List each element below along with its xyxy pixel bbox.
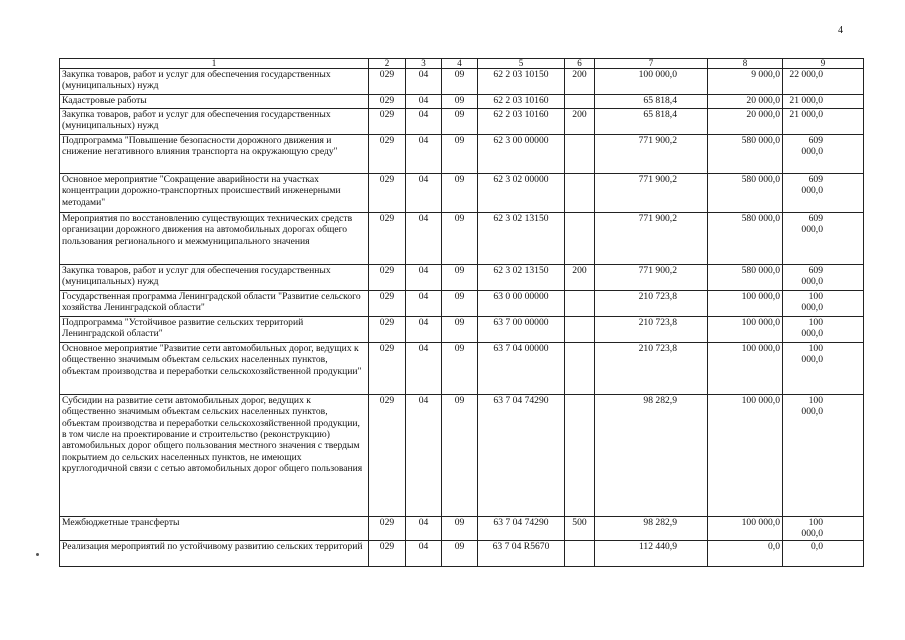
ministry-code: 029: [369, 174, 406, 213]
sum-col-7: 112 440,9: [595, 540, 708, 566]
section-code: 04: [406, 291, 442, 317]
subsection-code: 09: [442, 174, 478, 213]
sum-col-7: 210 723,8: [595, 317, 708, 343]
expense-type: [565, 540, 595, 566]
sum-col-9: 22 000,0: [783, 69, 864, 95]
header-cell: 3: [406, 59, 442, 69]
sum-col-7: 98 282,9: [595, 395, 708, 517]
header-cell: 9: [783, 59, 864, 69]
section-code: 04: [406, 174, 442, 213]
sum-col-7: 210 723,8: [595, 343, 708, 395]
target-article: 63 0 00 00000: [478, 291, 565, 317]
sum-col-8: 580 000,0: [708, 174, 783, 213]
target-article: 62 3 02 00000: [478, 174, 565, 213]
section-code: 04: [406, 213, 442, 265]
subsection-code: 09: [442, 540, 478, 566]
target-article: 62 2 03 10160: [478, 109, 565, 135]
sum-col-8: 20 000,0: [708, 109, 783, 135]
row-name: Основное мероприятие "Развитие сети автомобильных дорог, ведущих к общественно значимым объектам сельских населенных пунктов, объектам производства и переработки сельскохозяйственной продукции": [60, 343, 369, 395]
sum-col-8: 100 000,0: [708, 291, 783, 317]
sum-col-7: 98 282,9: [595, 517, 708, 541]
sum-col-8: 580 000,0: [708, 135, 783, 174]
sum-col-7: 771 900,2: [595, 265, 708, 291]
section-code: 04: [406, 517, 442, 541]
sum-col-7: 65 818,4: [595, 95, 708, 109]
section-code: 04: [406, 540, 442, 566]
header-cell: 4: [442, 59, 478, 69]
subsection-code: 09: [442, 343, 478, 395]
section-code: 04: [406, 69, 442, 95]
sum-col-8: 20 000,0: [708, 95, 783, 109]
subsection-code: 09: [442, 109, 478, 135]
ministry-code: 029: [369, 109, 406, 135]
sum-col-9: 609 000,0: [783, 174, 864, 213]
table-row: [60, 135, 864, 174]
section-code: 04: [406, 317, 442, 343]
sum-col-9: 21 000,0: [783, 109, 864, 135]
target-article: 62 3 00 00000: [478, 135, 565, 174]
row-name: Реализация мероприятий по устойчивому развитию сельских территорий: [60, 540, 369, 566]
ministry-code: 029: [369, 395, 406, 517]
table-row: [60, 517, 864, 541]
subsection-code: 09: [442, 265, 478, 291]
section-code: 04: [406, 135, 442, 174]
ministry-code: 029: [369, 317, 406, 343]
table-row: [60, 343, 864, 395]
subsection-code: 09: [442, 213, 478, 265]
table-row: [60, 109, 864, 135]
table-row: [60, 95, 864, 109]
table-row: [60, 540, 864, 566]
table-row: [60, 265, 864, 291]
ministry-code: 029: [369, 213, 406, 265]
expense-type: 200: [565, 109, 595, 135]
sum-col-8: 580 000,0: [708, 213, 783, 265]
expense-type: [565, 291, 595, 317]
subsection-code: 09: [442, 517, 478, 541]
sum-col-9: 100 000,0: [783, 343, 864, 395]
row-name: Государственная программа Ленинградской области "Развитие сельского хозяйства Ленинградской области": [60, 291, 369, 317]
sum-col-9: 100 000,0: [783, 291, 864, 317]
ministry-code: 029: [369, 95, 406, 109]
table-row: [60, 291, 864, 317]
header-cell: 1: [60, 59, 369, 69]
sum-col-8: 100 000,0: [708, 317, 783, 343]
row-name: Подпрограмма "Устойчивое развитие сельских территорий Ленинградской области": [60, 317, 369, 343]
sum-col-8: 0,0: [708, 540, 783, 566]
subsection-code: 09: [442, 135, 478, 174]
row-name: Межбюджетные трансферты: [60, 517, 369, 541]
page-number: 4: [838, 25, 843, 36]
section-code: 04: [406, 343, 442, 395]
row-name: Основное мероприятие "Сокращение аварийности на участках концентрации дорожно-транспортных происшествий инженерными методами": [60, 174, 369, 213]
header-row: [60, 59, 864, 69]
row-name: Кадастровые работы: [60, 95, 369, 109]
table-row: [60, 69, 864, 95]
subsection-code: 09: [442, 291, 478, 317]
expense-type: [565, 317, 595, 343]
header-cell: 7: [595, 59, 708, 69]
ministry-code: 029: [369, 135, 406, 174]
expense-type: [565, 343, 595, 395]
sum-col-9: 100 000,0: [783, 517, 864, 541]
sum-col-7: 65 818,4: [595, 109, 708, 135]
row-name: Закупка товаров, работ и услуг для обеспечения государственных (муниципальных) нужд: [60, 69, 369, 95]
header-cell: 8: [708, 59, 783, 69]
row-name: Закупка товаров, работ и услуг для обеспечения государственных (муниципальных) нужд: [60, 265, 369, 291]
ministry-code: 029: [369, 69, 406, 95]
table-row: [60, 213, 864, 265]
sum-col-9: 100 000,0: [783, 317, 864, 343]
expense-type: [565, 395, 595, 517]
target-article: 62 2 03 10150: [478, 69, 565, 95]
sum-col-7: 771 900,2: [595, 213, 708, 265]
expense-type: 200: [565, 69, 595, 95]
sum-col-7: 771 900,2: [595, 174, 708, 213]
sum-col-8: 100 000,0: [708, 343, 783, 395]
row-name: Подпрограмма "Повышение безопасности дорожного движения и снижение негативного влияния транспорта на окружающую среду": [60, 135, 369, 174]
ministry-code: 029: [369, 343, 406, 395]
section-code: 04: [406, 395, 442, 517]
table-row: [60, 317, 864, 343]
table-row: [60, 174, 864, 213]
row-name: Закупка товаров, работ и услуг для обеспечения государственных (муниципальных) нужд: [60, 109, 369, 135]
target-article: 63 7 04 74290: [478, 517, 565, 541]
row-name: Мероприятия по восстановлению существующих технических средств организации дорожного движения на автомобильных дорогах общего пользования регионального и межмуниципального значения: [60, 213, 369, 265]
target-article: 63 7 04 00000: [478, 343, 565, 395]
subsection-code: 09: [442, 69, 478, 95]
target-article: 62 3 02 13150: [478, 265, 565, 291]
sum-col-8: 580 000,0: [708, 265, 783, 291]
sum-col-9: 21 000,0: [783, 95, 864, 109]
sum-col-8: 100 000,0: [708, 517, 783, 541]
expense-type: [565, 213, 595, 265]
sum-col-9: 609 000,0: [783, 135, 864, 174]
subsection-code: 09: [442, 95, 478, 109]
header-cell: 6: [565, 59, 595, 69]
ministry-code: 029: [369, 540, 406, 566]
ministry-code: 029: [369, 517, 406, 541]
ministry-code: 029: [369, 291, 406, 317]
budget-table: [59, 58, 864, 567]
expense-type: [565, 174, 595, 213]
section-code: 04: [406, 265, 442, 291]
header-cell: 2: [369, 59, 406, 69]
target-article: 62 2 03 10160: [478, 95, 565, 109]
subsection-code: 09: [442, 395, 478, 517]
target-article: 62 3 02 13150: [478, 213, 565, 265]
expense-type: 200: [565, 265, 595, 291]
sum-col-9: 100 000,0: [783, 395, 864, 517]
ministry-code: 029: [369, 265, 406, 291]
target-article: 63 7 00 00000: [478, 317, 565, 343]
sum-col-7: 771 900,2: [595, 135, 708, 174]
sum-col-9: 0,0: [783, 540, 864, 566]
header-cell: 5: [478, 59, 565, 69]
subsection-code: 09: [442, 317, 478, 343]
section-code: 04: [406, 95, 442, 109]
target-article: 63 7 04 R5670: [478, 540, 565, 566]
sum-col-8: 9 000,0: [708, 69, 783, 95]
expense-type: 500: [565, 517, 595, 541]
section-code: 04: [406, 109, 442, 135]
sum-col-7: 100 000,0: [595, 69, 708, 95]
sum-col-9: 609 000,0: [783, 265, 864, 291]
expense-type: [565, 135, 595, 174]
row-name: Субсидии на развитие сети автомобильных дорог, ведущих к общественно значимым объектам сельских населенных пунктов, объектам производства и переработки сельскохозяйственной продукции, в том числе на проектирование и строительство (реконструкцию) автомобильных дорог общего пользования местного значения с твердым покрытием до сельских населенных пунктов, не имеющих круглогодичной связи с сетью автомобильных дорог общего пользования: [60, 395, 369, 517]
target-article: 63 7 04 74290: [478, 395, 565, 517]
margin-mark: [36, 553, 39, 556]
sum-col-7: 210 723,8: [595, 291, 708, 317]
sum-col-9: 609 000,0: [783, 213, 864, 265]
expense-type: [565, 95, 595, 109]
table-row: [60, 395, 864, 517]
sum-col-8: 100 000,0: [708, 395, 783, 517]
